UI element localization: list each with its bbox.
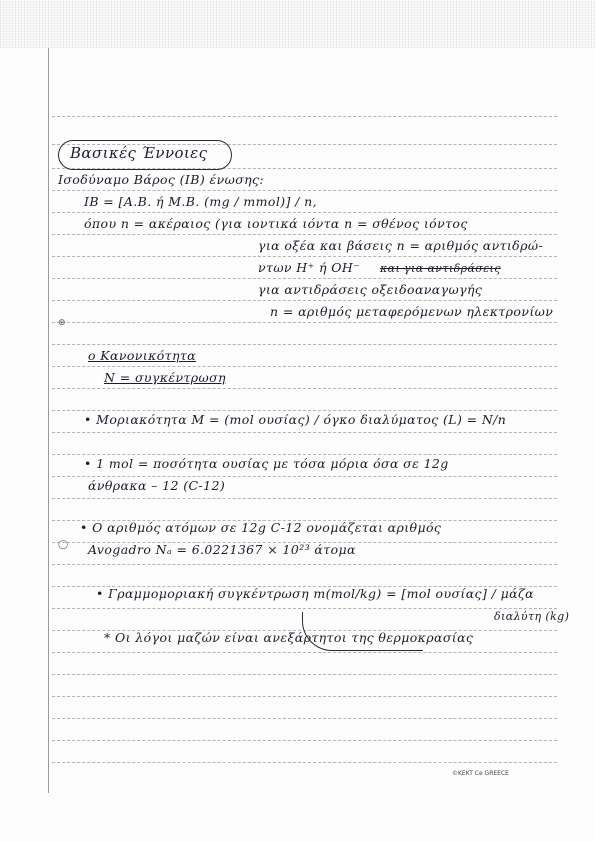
scan-noise-band (0, 0, 595, 48)
ruled-line (52, 454, 557, 455)
ruled-line (52, 498, 557, 499)
line-acids-bases: για οξέα και βάσεις n = αριθμός αντιδρώ- (258, 238, 544, 253)
ruled-line (52, 608, 557, 609)
ruled-line (52, 116, 557, 117)
ruled-line (52, 366, 557, 367)
line-molality: • Γραμμομοριακή συγκέντρωση m(mol/kg) = [mol ουσίας] / μάζα (96, 586, 534, 601)
line-concentration: N = συγκέντρωση (104, 370, 226, 385)
ruled-line (52, 432, 557, 433)
line-carbon-12: άνθρακα – 12 (C-12) (88, 478, 226, 493)
ruled-line (52, 300, 557, 301)
line-avogadro-1: • Ο αριθμός ατόμων σε 12g C-12 ονομάζεται αριθμός (80, 520, 442, 535)
ruled-line (52, 762, 557, 763)
margin-note-mark: ⊛ (58, 318, 66, 328)
line-h-oh: ντων H⁺ ή OH⁻ (258, 260, 361, 275)
ruled-line (52, 410, 557, 411)
line-redox: για αντιδράσεις οξειδοαναγωγής (258, 282, 483, 297)
ruled-line (52, 278, 557, 279)
ruled-line (52, 652, 557, 653)
line-mol-definition: • 1 mol = ποσότητα ουσίας με τόσα μόρια όσα σε 12g (84, 456, 449, 471)
line-normality: ο Κανονικότητα (88, 348, 196, 363)
line-n-definition: όπου n = ακέραιος (για ιοντικά ιόντα n = σθένος ιόντος (84, 216, 468, 231)
margin-line (48, 48, 49, 793)
ruled-line (52, 344, 557, 345)
ruled-line (52, 718, 557, 719)
struck-out-text: και για αντιδράσεις (380, 262, 501, 275)
ruled-line (52, 256, 557, 257)
ruled-line (52, 696, 557, 697)
footer-watermark: ©KEKT Ce GREECE (452, 770, 509, 777)
line-solvent-kg: διαλύτη (kg) (494, 610, 570, 623)
page-heading: Βασικές Έννοιες (70, 144, 208, 162)
line-ib-formula: ΙΒ = [Α.Β. ή Μ.Β. (mg / mmol)] / n, (84, 194, 317, 209)
margin-circle-mark: ◯ (58, 540, 69, 550)
ruled-line (52, 388, 557, 389)
ruled-line (52, 234, 557, 235)
ruled-line (52, 740, 557, 741)
ruled-line (52, 674, 557, 675)
ruled-line (52, 212, 557, 213)
line-mass-ratios: * Οι λόγοι μαζών είναι ανεξάρτητοι της θερμοκρασίας (104, 630, 474, 645)
line-avogadro-2: Avogadro Nₐ = 6.0221367 × 10²³ άτομα (88, 542, 356, 557)
ruled-line (52, 564, 557, 565)
ruled-line (52, 190, 557, 191)
line-molarity: • Μοριακότητα M = (mol ουσίας) / όγκο διαλύματος (L) = N/n (84, 412, 507, 427)
line-equivalent-weight: Ισοδύναμο Βάρος (ΙΒ) ένωσης: (58, 172, 265, 187)
ruled-line (52, 476, 557, 477)
line-electrons: n = αριθμός μεταφερόμενων ηλεκτρονίων (270, 304, 554, 319)
ruled-line (52, 322, 557, 323)
